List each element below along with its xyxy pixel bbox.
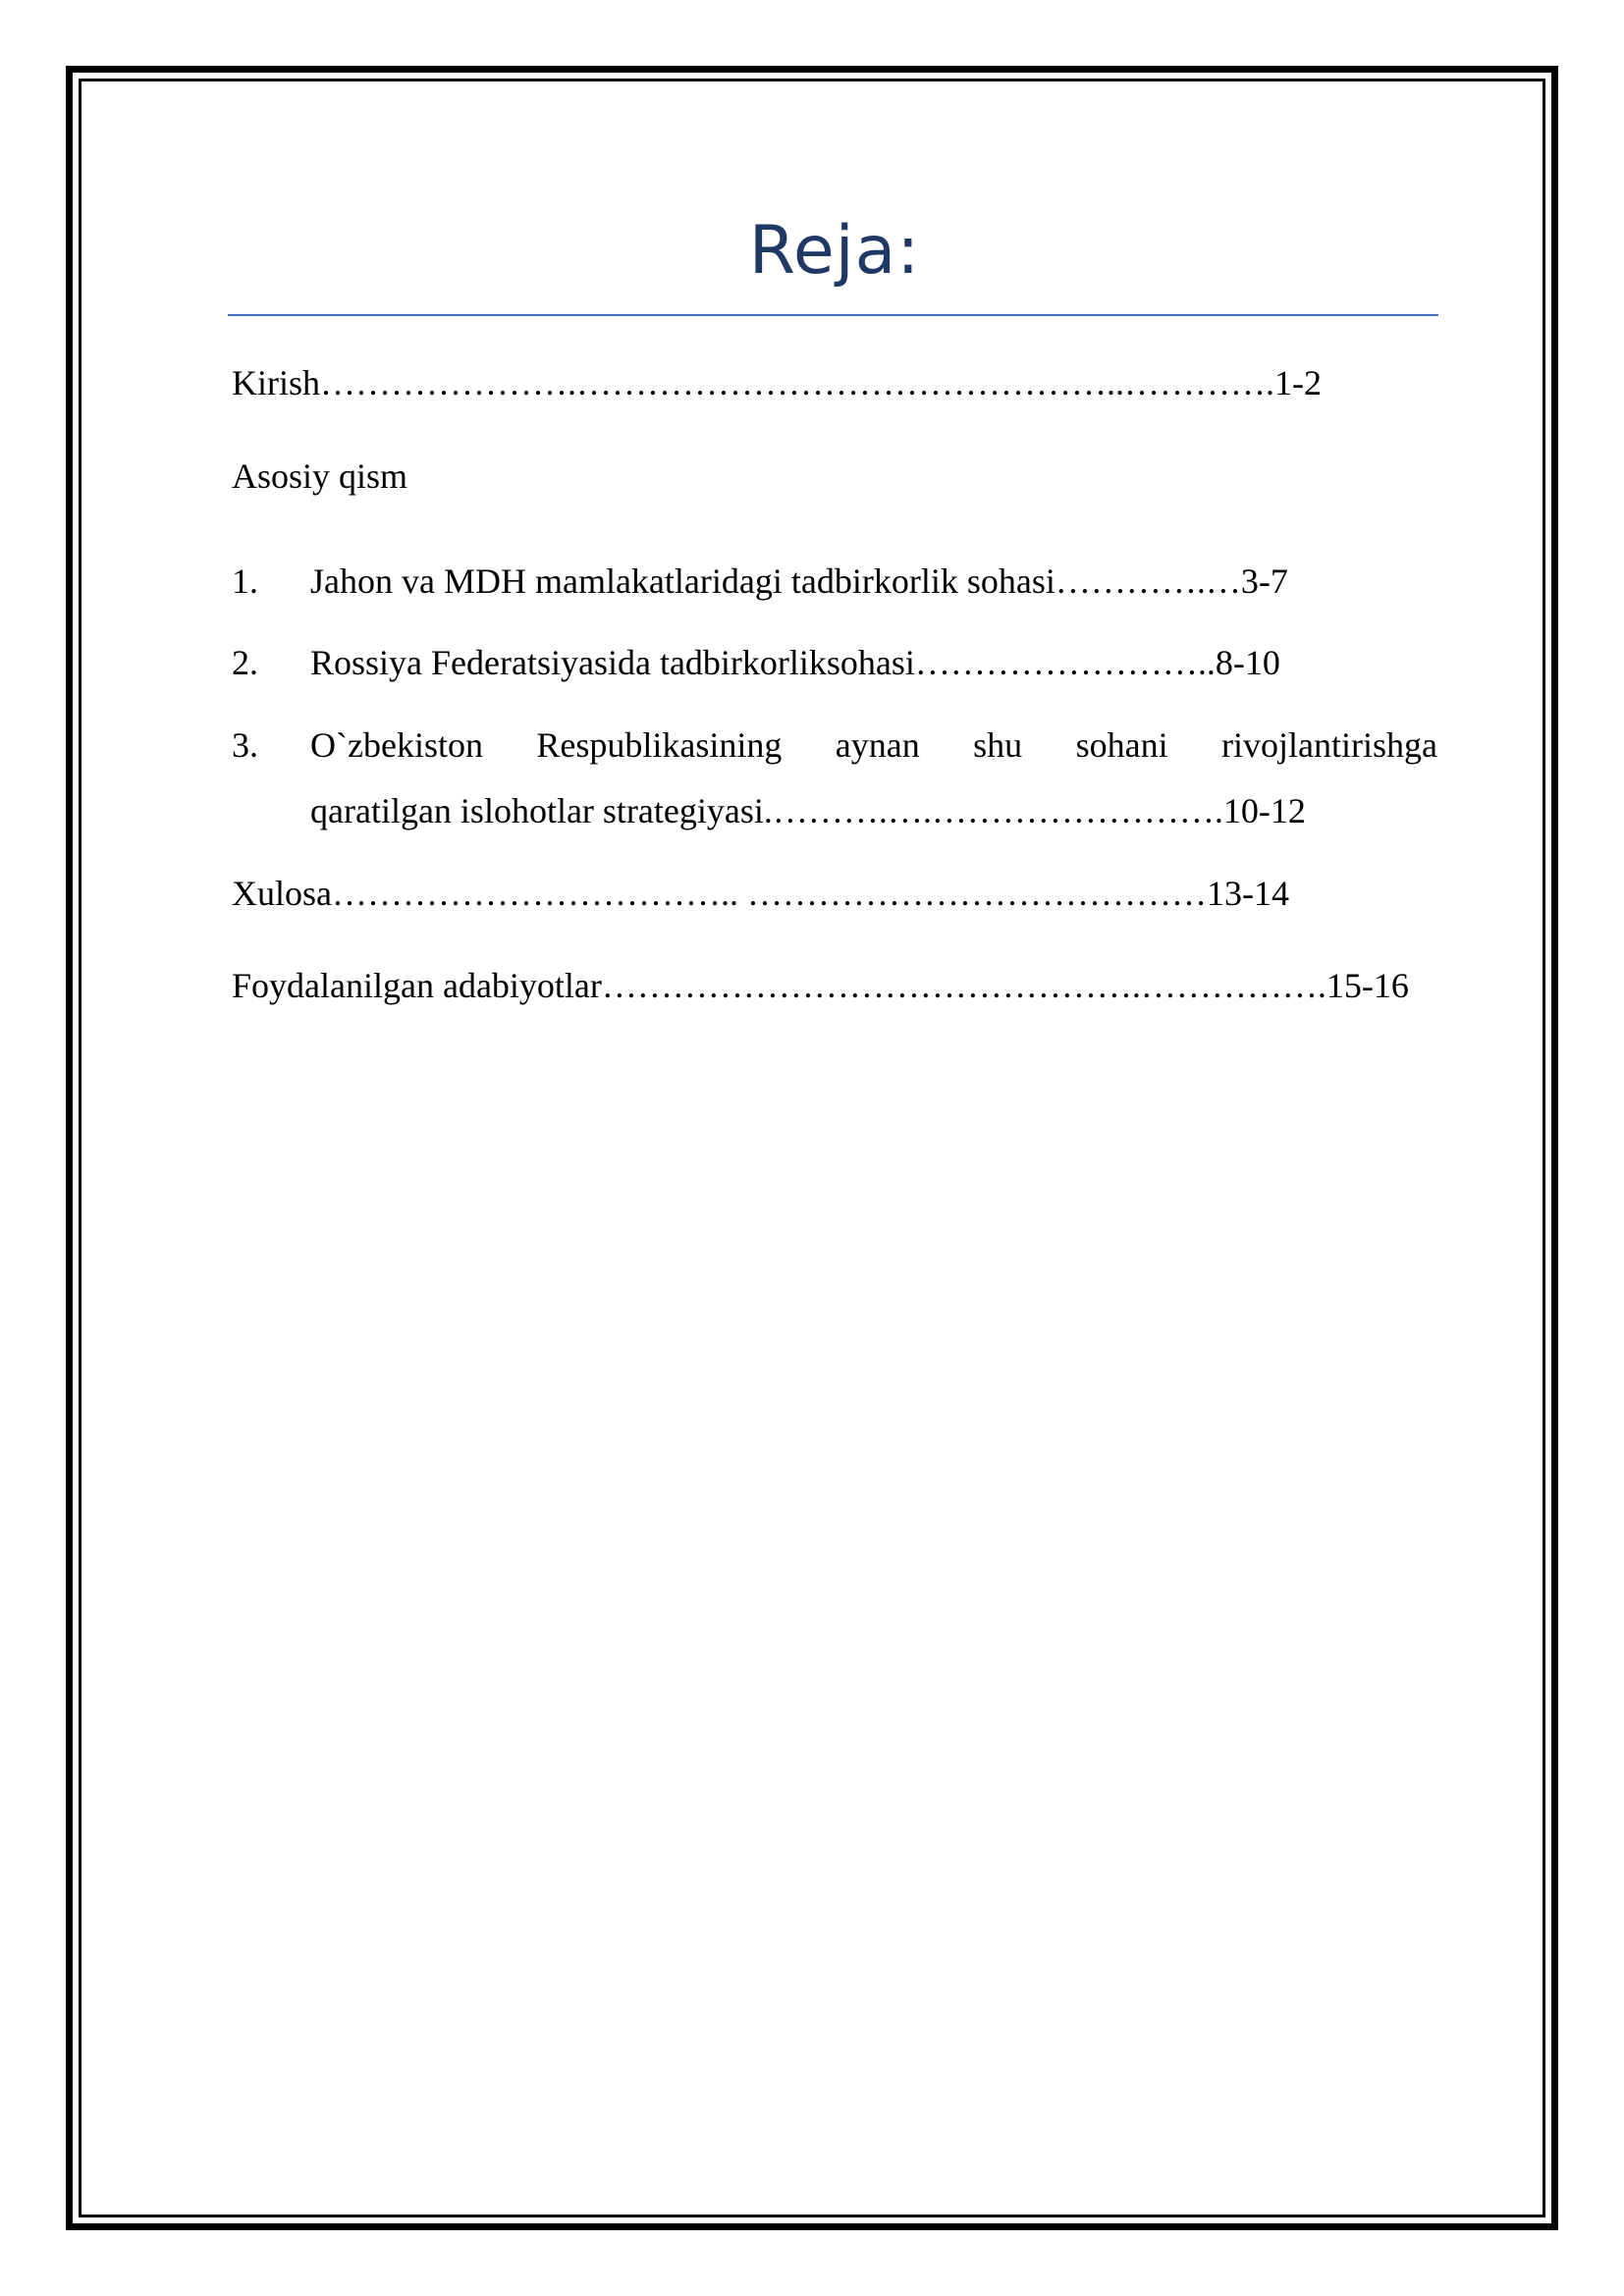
toc-word: shu	[973, 725, 1023, 765]
toc-item-text-line2: qaratilgan islohotlar strategiyasi.……….….…………………….10-12	[310, 791, 1306, 830]
toc-word: sohani	[1075, 725, 1168, 765]
toc-item-text-line1	[310, 727, 1437, 763]
toc-section-heading: Asosiy qism	[232, 456, 408, 496]
toc-word: aynan	[835, 725, 920, 765]
toc-item-number: 3.	[232, 725, 258, 765]
toc-item-text: Rossiya Federatsiyasida tadbirkorliksohasi……………………..8-10	[310, 643, 1280, 682]
toc-entry-references: Foydalanilgan adabiyotlar……………………………………….…………….15-16	[232, 966, 1409, 1005]
toc-entry-intro: Kirish………………….………………………………………..………….1-2	[232, 363, 1322, 402]
toc-word: O`zbekiston	[310, 725, 483, 765]
toc-item-text: Jahon va MDH mamlakatlaridagi tadbirkorlik sohasi………….…3-7	[310, 561, 1288, 601]
toc-word: rivojlantirishga	[1220, 725, 1437, 765]
toc-item-number: 1.	[232, 561, 258, 601]
page-title: Reja:	[748, 212, 921, 290]
toc-word: Respublikasining	[536, 725, 783, 765]
toc-item-number: 2.	[232, 643, 258, 682]
title-underline	[228, 314, 1438, 316]
toc-entry-conclusion: Xulosa…………………………….. …………………………………13-14	[232, 874, 1289, 913]
